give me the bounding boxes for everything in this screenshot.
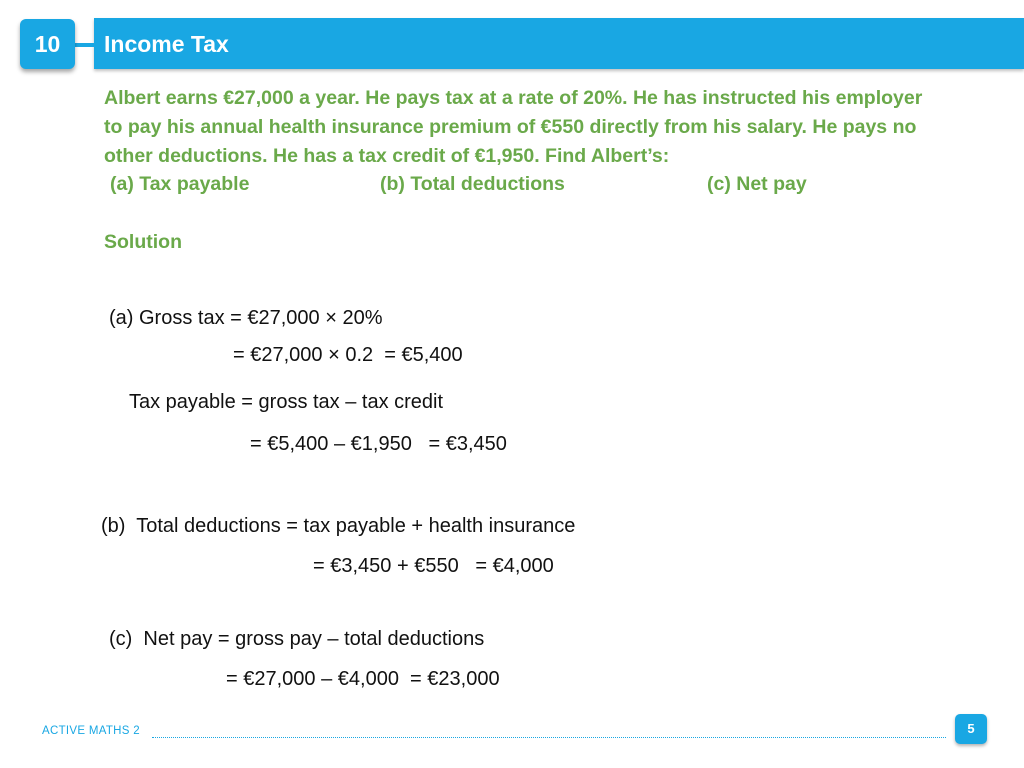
problem-statement: [104, 84, 1004, 171]
solution-a-gross-tax: (a) Gross tax = €27,000 × 20%: [109, 307, 383, 329]
solution-a-tax-payable-result: = €5,400 – €1,950 = €3,450: [250, 433, 507, 455]
part-a-label: (a) Tax payable: [110, 173, 250, 195]
solution-b-total-deductions-result: = €3,450 + €550 = €4,000: [313, 555, 554, 577]
solution-a-gross-tax-result: = €27,000 × 0.2 = €5,400: [233, 344, 463, 366]
chapter-number-badge: 10: [20, 19, 75, 69]
problem-line: to pay his annual health insurance premium of €550 directly from his salary. He pays no: [104, 116, 917, 138]
solution-a-tax-payable: Tax payable = gross tax – tax credit: [129, 391, 444, 413]
solution-heading: Solution: [104, 231, 182, 253]
part-c-label: (c) Net pay: [707, 173, 807, 195]
solution-b-total-deductions: (b) Total deductions = tax payable + health insurance: [101, 515, 576, 537]
title-banner: [94, 18, 1024, 69]
page-number-badge: 5: [955, 714, 987, 744]
problem-line: Albert earns €27,000 a year. He pays tax at a rate of 20%. He has instructed his employer: [104, 87, 923, 109]
banner-connector: [74, 43, 96, 47]
part-b-label: (b) Total deductions: [380, 173, 565, 195]
footer-book-label: ACTIVE MATHS 2: [42, 725, 140, 737]
page-title: Income Tax: [104, 31, 229, 57]
footer-divider: [152, 737, 946, 738]
solution-c-net-pay-result: = €27,000 – €4,000 = €23,000: [226, 668, 500, 690]
problem-line: other deductions. He has a tax credit of €1,950. Find Albert’s:: [104, 145, 670, 167]
solution-c-net-pay: (c) Net pay = gross pay – total deductions: [109, 628, 485, 650]
